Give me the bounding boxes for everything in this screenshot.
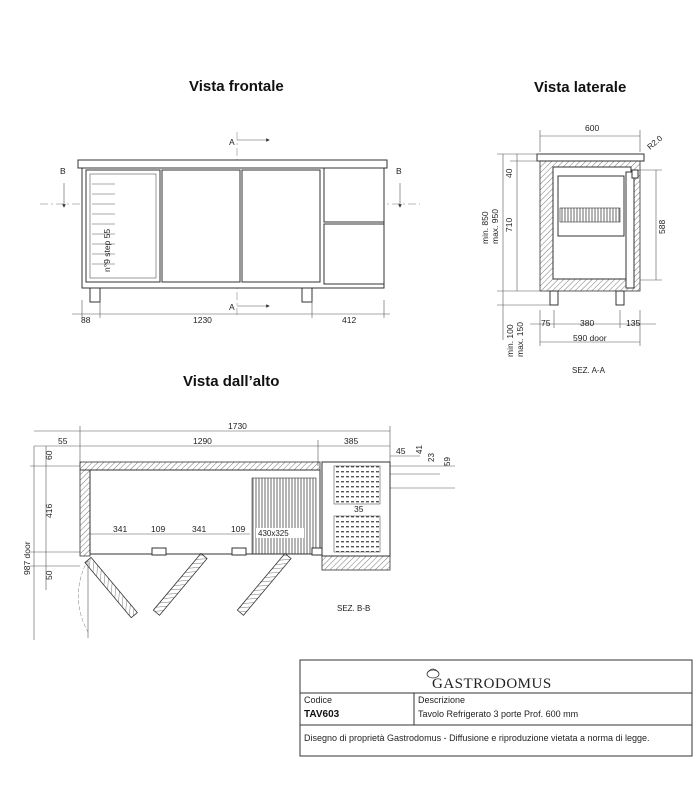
description-value: Tavolo Refrigerato 3 porte Prof. 600 mm [418,709,579,719]
side-feet-min: min. 100 [505,324,515,357]
top-dim-1730: 1730 [228,421,247,431]
top-dim-341b: 341 [192,524,207,534]
side-dim-600: 600 [585,123,600,133]
top-dim-50: 50 [44,570,54,580]
section-b-left: B [60,166,66,176]
code-value: TAV603 [304,709,340,720]
side-dim-588: 588 [657,219,667,234]
top-dim-1290: 1290 [193,436,212,446]
tray-step-label: n°9 step 55 [102,228,112,272]
side-feet-max: max. 150 [515,322,525,357]
side-dim-380: 380 [580,318,595,328]
section-b-b-label: SEZ. B-B [337,604,371,613]
side-height-max: max. 950 [490,209,500,244]
top-dim-109a: 109 [151,524,166,534]
side-view [480,123,667,375]
top-dim-416: 416 [44,503,54,518]
side-dim-135: 135 [626,318,641,328]
top-view-title: Vista dall’alto [183,373,280,390]
front-view [40,132,420,325]
grid-size-label: 430x325 [258,529,289,538]
top-dim-55: 55 [58,436,68,446]
top-dim-41: 41 [415,445,424,454]
side-view-title: Vista laterale [534,79,627,96]
top-door-total: 987 door [22,541,32,575]
brand-name: GASTRODOMUS [432,676,552,692]
top-dim-60: 60 [44,450,54,460]
top-dim-59: 59 [443,457,452,466]
top-view [22,421,455,640]
side-door-depth: 590 door [573,333,607,343]
front-dim-412: 412 [342,315,357,325]
title-block [300,660,692,756]
top-dim-35: 35 [354,504,364,514]
side-dim-710: 710 [504,217,514,232]
side-height-min: min. 850 [480,211,490,244]
side-dim-40: 40 [504,168,514,178]
top-dim-385: 385 [344,436,359,446]
side-radius: R2.0 [645,133,665,152]
front-dim-88: 88 [81,315,91,325]
section-a-a-label: SEZ. A-A [572,366,605,375]
copyright-notice: Disegno di proprietà Gastrodomus - Diffusione e riproduzione vietata a norma di legge. [304,733,650,743]
top-dim-23: 23 [427,453,436,462]
top-dim-341a: 341 [113,524,128,534]
top-dim-45: 45 [396,446,406,456]
description-label: Descrizione [418,695,466,705]
section-a-top: A [229,137,235,147]
top-dim-109b: 109 [231,524,246,534]
code-label: Codice [304,695,333,705]
side-dim-75: 75 [541,318,551,328]
front-dim-1230: 1230 [193,315,212,325]
front-view-title: Vista frontale [189,78,284,95]
section-a-bottom: A [229,302,235,312]
section-b-right: B [396,166,402,176]
